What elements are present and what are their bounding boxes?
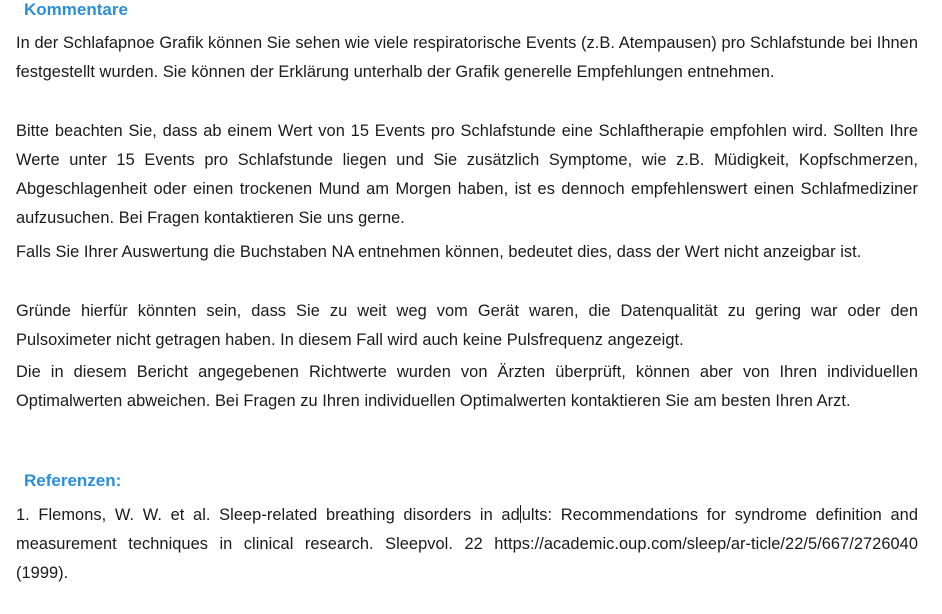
comments-heading: Kommentare xyxy=(24,0,128,19)
reference-text-before-cursor: 1. Flemons, W. W. et al. Sleep-related breathing disorders in ad xyxy=(16,506,520,524)
comment-paragraph-2: Bitte beachten Sie, dass ab einem Wert von 15 Events pro Schlafstunde eine Schlaftherapie empfohlen wird. Sollten Ihre Werte unter 15 Events pro Schlafstunde liegen und Sie zusätzlich Symptome, wie z.B. Müdigkeit, Kopfschmerzen, Abgeschlagenheit oder einen trockenen Mund am Morgen haben, ist es dennoch empfehlenswert einen Schlafmediziner aufzusuchen. Bei Fragen kontaktieren Sie uns gerne. xyxy=(16,122,918,227)
reference-text-after-cursor: ults: Recommendations for syndrome definition and measurement techniques in clinical research. Sleepvol. 22 https://academic.oup.com/sleep/ar-ticle/22/5/667/2726040 (1999). xyxy=(16,506,918,582)
comment-paragraph-1: In der Schlafapnoe Grafik können Sie sehen wie viele respiratorische Events (z.B. Atempausen) pro Schlafstunde bei Ihnen festgestellt wurden. Sie können der Erklärung unterhalb der Grafik generelle Empfehlungen entnehmen. xyxy=(16,34,918,81)
comment-paragraph-5: Die in diesem Bericht angegebenen Richtwerte wurden von Ärzten überprüft, können aber von Ihren individuellen Optimalwerten abweichen. Bei Fragen zu Ihren individuellen Optimalwerten kontaktieren Sie am besten Ihren Arzt. xyxy=(16,363,918,410)
comment-paragraph-4: Gründe hierfür könnten sein, dass Sie zu weit weg vom Gerät waren, die Datenqualität zu gering war oder den Pulsoximeter nicht getragen haben. In diesem Fall wird auch keine Pulsfrequenz angezeigt. xyxy=(16,302,918,349)
references-heading: Referenzen: xyxy=(24,471,122,490)
reference-item-1 xyxy=(16,501,918,588)
comment-paragraph-3: Falls Sie Ihrer Auswertung die Buchstaben NA entnehmen können, bedeutet dies, dass der Wert nicht anzeigbar ist. xyxy=(16,243,862,261)
